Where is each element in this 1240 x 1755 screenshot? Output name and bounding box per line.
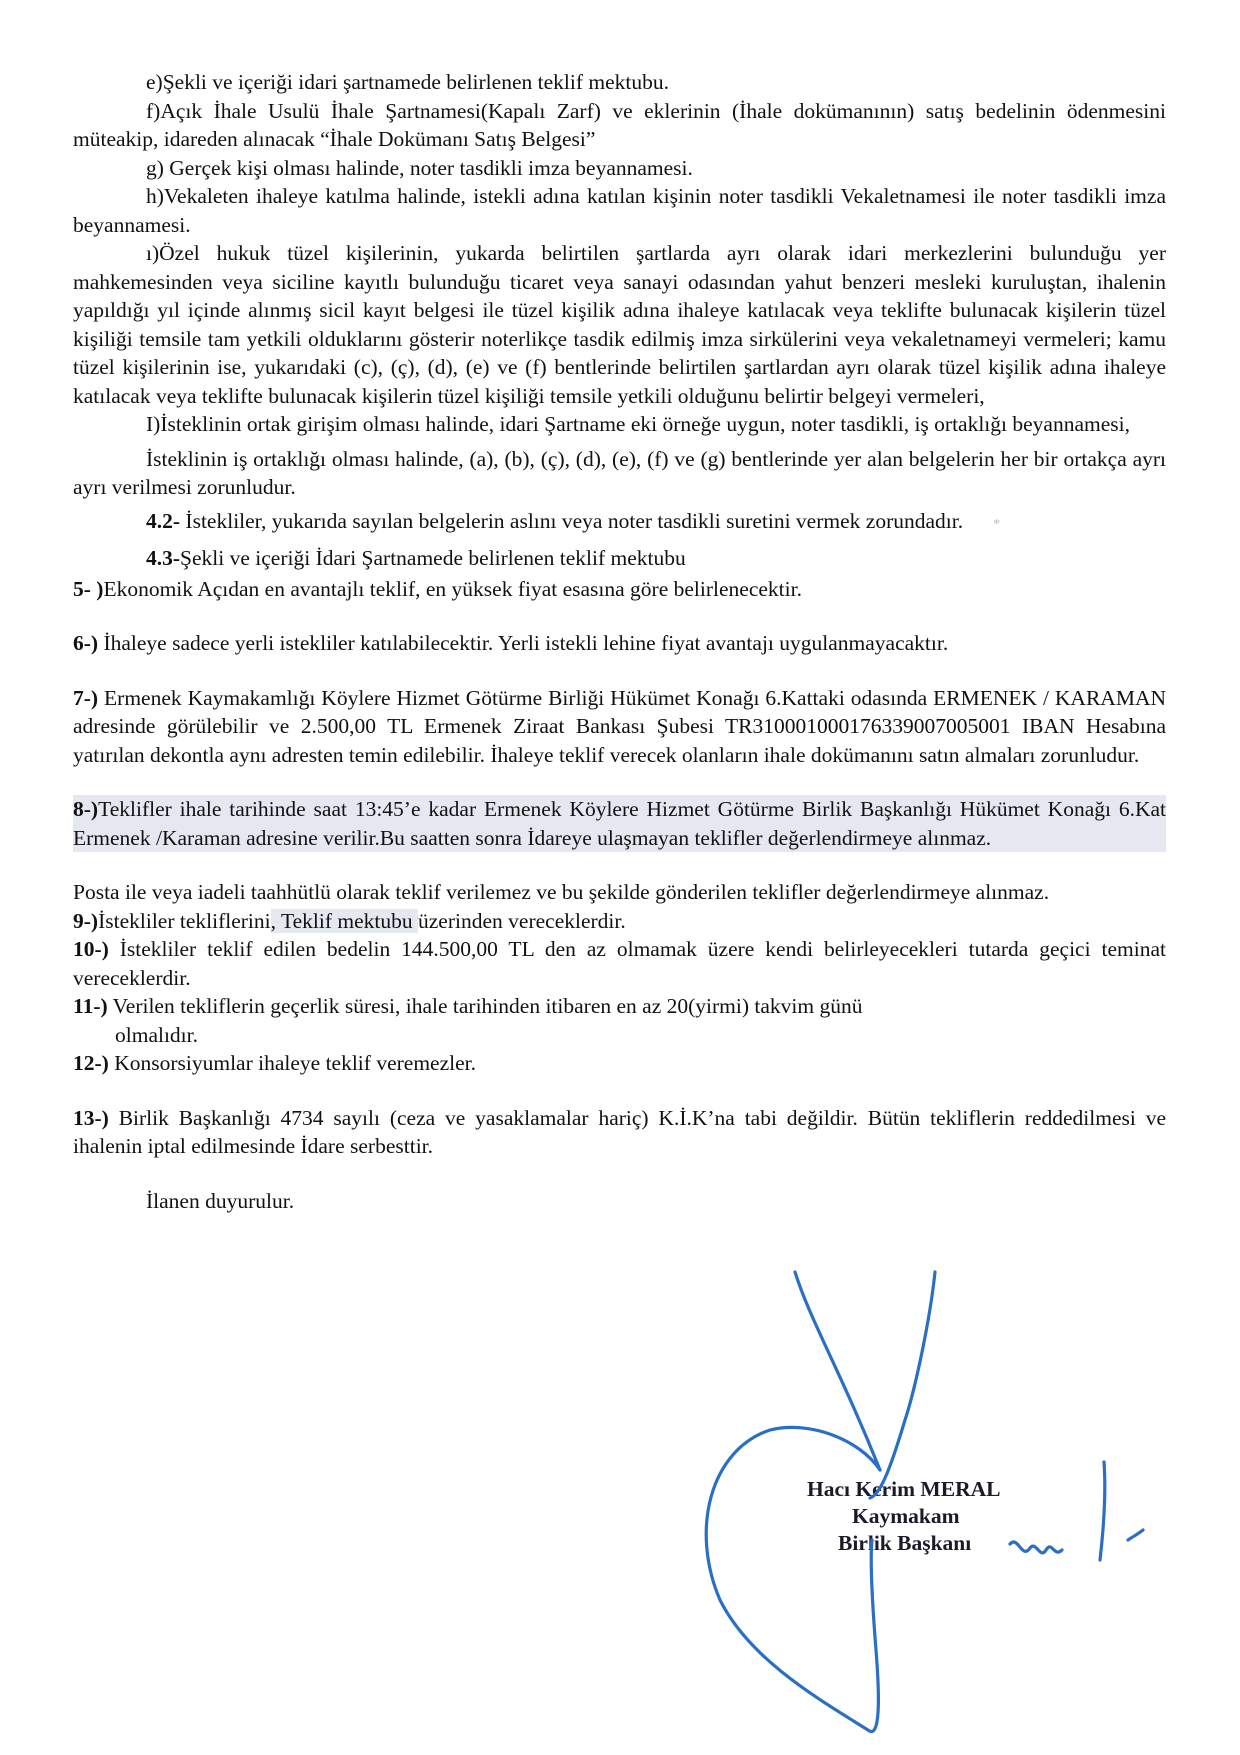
- section-text: Konsorsiyumlar ihaleye teklif veremezler.: [108, 1051, 476, 1075]
- section-12: [73, 1049, 1166, 1078]
- signature-stroke: [795, 1272, 880, 1470]
- item-e: e)Şekli ve içeriği idari şartnamede belirlenen teklif mektubu.: [146, 70, 669, 94]
- posta-note: Posta ile veya iadeli taahhütlü olarak teklif verilemez ve bu şekilde gönderilen teklifler değerlendirmeye alınmaz.: [73, 880, 1050, 904]
- section-6: [73, 629, 1166, 658]
- section-number: 13-): [73, 1105, 109, 1130]
- section-number: 4.3-: [146, 546, 181, 570]
- section-number: 11-): [73, 994, 108, 1018]
- signature-stroke: [706, 1427, 880, 1731]
- section-number: 4.2-: [146, 508, 181, 533]
- section-11-cont: olmalıdır.: [115, 1022, 199, 1047]
- signature-stroke: [1100, 1462, 1105, 1560]
- section-number: 9-): [73, 908, 99, 933]
- section-text: İhaleye sadece yerli istekliler katılabilecektir. Yerli istekli lehine fiyat avantajı uygulanmayacaktır.: [98, 631, 949, 655]
- section-text: İstekliler teklif edilen bedelin 144.500,00 TL den az olmamak üzere kendi belirleyecekleri tutarda geçici teminat vereceklerdir.: [73, 937, 1166, 990]
- section-text: Birlik Başkanlığı 4734 sayılı (ceza ve yasaklamalar hariç) K.İ.K’na tabi değildir. Bütün tekliflerin reddedilmesi ve ihalenin iptal edilmesinde İdare serbesttir.: [73, 1105, 1166, 1158]
- section-11: [73, 992, 1166, 1021]
- section-text: İstekliler, yukarıda sayılan belgelerin aslını veya noter tasdikli suretini vermek zorundadır.: [180, 508, 964, 533]
- signatory-role: Birlik Başkanı: [838, 1531, 972, 1555]
- section-text-highlight: , Teklif mektubu: [270, 908, 419, 933]
- section-9: [73, 907, 1166, 936]
- item-g: g) Gerçek kişi olması halinde, noter tasdikli imza beyannamesi.: [146, 155, 693, 180]
- section-text: Ermenek Kaymakamlığı Köylere Hizmet Götürme Birliği Hükümet Konağı 6.Kattaki odasında ERMENEK / KARAMAN adresinde görülebilir ve 2.500,00 TL Ermenek Ziraat Bankası Şubesi TR310001000176339007005001 IBAN Hesabına yatırılan dekontla aynı adresten temin edilebilir. İhaleye teklif verecek olanların ihale dokümanını satın almaları zorunludur.: [73, 685, 1166, 767]
- section-text: İstekliler tekliflerini: [98, 908, 271, 933]
- section-5: [73, 575, 1166, 604]
- section-text: Verilen tekliflerin geçerlik süresi, ihale tarihinden itibaren en az 20(yirmi) takvim günü: [107, 994, 863, 1018]
- section-text: Ekonomik Açıdan en avantajlı teklif, en yüksek fiyat esasına göre belirlenecektir.: [103, 576, 802, 601]
- scan-mark: *: [993, 516, 1001, 532]
- item-j: I)İsteklinin ortak girişim olması halinde, idari Şartname eki örneğe uygun, noter tasdikli, iş ortaklığı beyannamesi,: [146, 412, 1130, 436]
- item-i: ı)Özel hukuk tüzel kişilerinin, yukarda belirtilen şartlarda ayrı olarak idari merkezlerini bulunduğu yer mahkemesinden veya siciline kayıtlı bulunduğu ticaret veya sanayi odasından yahut benzeri mesleki kuruluştan, ihalenin yapıldığı yıl içinde alınmış sicil kayıt belgesi ile tüzel kişilik adına ihaleye katılacak veya teklifte bulunacak kişilerin tüzel kişiliği temsile tam yetkili olduklarını gösterir noterlikçe tasdik edilmiş imza sirkülerini veya vekaletnameyi vermeleri; kamu tüzel kişilerinin ise, yukarıdaki (c), (ç), (d), (e) ve (f) bentlerinde belirtilen şartlardan ayrı olarak tüzel kişilik adına ihaleye katılacak veya teklifte bulunacak kişilerin tüzel kişiliği temsile yetkili olduğunu belirtir belgeyi vermeleri,: [73, 241, 1166, 408]
- section-number: 5- ): [73, 576, 104, 601]
- section-number: 12-): [73, 1051, 109, 1075]
- section-4-2: [73, 507, 1166, 540]
- signatory-name: Hacı Kerim MERAL: [807, 1477, 1001, 1501]
- section-10: [73, 935, 1166, 992]
- section-number: 7-): [73, 685, 99, 710]
- section-number: 6-): [73, 631, 99, 655]
- signature-stroke: [870, 1272, 935, 1498]
- section-13: [73, 1104, 1166, 1161]
- section-text: Teklifler ihale tarihinde saat 13:45’e kadar Ermenek Köylere Hizmet Götürme Birlik Başkanlığı Hükümet Konağı 6.Kat Ermenek /Karaman adresine verilir.Bu saatten sonra İdareye ulaşmayan teklifler değerlendirmeye alınmaz.: [73, 797, 1166, 850]
- signature-stroke: [1128, 1530, 1143, 1540]
- section-text: üzerinden vereceklerdir.: [418, 908, 626, 933]
- section-number: 10-): [73, 937, 109, 961]
- section-7: [73, 684, 1166, 770]
- item-k: İsteklinin iş ortaklığı olması halinde, (a), (b), (ç), (d), (e), (f) ve (g) bentlerinde yer alan belgelerin her bir ortakça ayrı ayrı verilmesi zorunludur.: [73, 446, 1166, 499]
- section-text: Şekli ve içeriği İdari Şartnamede belirlenen teklif mektubu: [180, 546, 686, 570]
- document-body: [73, 68, 1166, 1215]
- item-f: f)Açık İhale Usulü İhale Şartnamesi(Kapalı Zarf) ve eklerinin (İhale dokümanının) satış bedelinin ödenmesini müteakip, idareden alınacak “İhale Dokümanı Satış Belgesi”: [73, 98, 1166, 151]
- item-h: h)Vekaleten ihaleye katılma halinde, istekli adına katılan kişinin noter tasdikli Vekaletnamesi ile noter tasdikli imza beyannamesi.: [73, 184, 1166, 237]
- signature-stroke: [1010, 1542, 1062, 1553]
- signatory-title: Kaymakam: [852, 1504, 960, 1528]
- signatory-block: [807, 1476, 1000, 1557]
- section-number: 8-): [73, 797, 99, 821]
- section-4-3: [73, 544, 1166, 573]
- closing-line: İlanen duyurulur.: [146, 1188, 295, 1213]
- section-8: [73, 795, 1166, 852]
